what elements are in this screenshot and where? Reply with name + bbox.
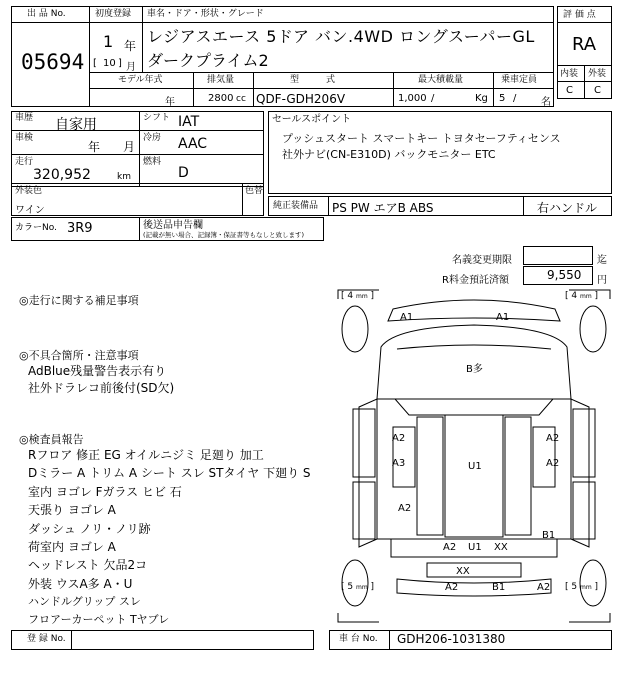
inspector-line: Dミラー A トリム A シート スレ STタイヤ 下廻り S [28, 466, 311, 480]
history-label: 車歴 [15, 113, 34, 123]
first-reg-year-unit: 年 [124, 39, 137, 53]
color-no-label: カラーNo. [15, 223, 57, 233]
inspection-label: 車検 [15, 133, 34, 143]
interior-label: 内装 [560, 69, 579, 79]
ext-color: ワイン [15, 205, 45, 216]
damage-mark: B1 [542, 530, 556, 541]
car-name-label: 車名・ドア・形状・グレード [147, 9, 264, 19]
equipment: PS PW エアB ABS [332, 201, 434, 215]
first-reg-month: 10 [103, 58, 116, 69]
driving-notes-label: ◎走行に関する補足事項 [19, 294, 139, 307]
damage-mark: A2 [445, 582, 459, 593]
chassis-label: 車 台 No. [339, 634, 378, 644]
displacement-label: 排気量 [207, 75, 235, 85]
inspection-month-unit: 月 [123, 140, 136, 154]
inspector-line: ハンドルグリップ スレ [28, 595, 141, 608]
displacement: 2800 [208, 93, 234, 104]
inspector-label: ◎検査員報告 [19, 433, 84, 446]
ac-label: 冷房 [143, 133, 162, 143]
defect-line: 社外ドラレコ前後付(SD欠) [28, 381, 175, 395]
capacity-slash: / [513, 93, 517, 104]
damage-mark: A2 [398, 503, 412, 514]
inspector-line: 天張り ヨゴレ A [28, 503, 116, 517]
mileage-unit: km [117, 172, 131, 182]
first-reg-label: 初度登録 [95, 9, 132, 19]
capacity-label: 乗車定員 [501, 75, 538, 85]
lot-no-label: 出 品 No. [27, 9, 66, 19]
damage-mark: A1 [496, 312, 510, 323]
equipment-label: 純正装備品 [273, 201, 319, 211]
ext-color-label: 外装色 [15, 186, 43, 196]
exterior-label: 外装 [588, 69, 607, 79]
tread-fl: [ 4 mm ] [341, 291, 375, 301]
inspector-line: 室内 ヨゴレ Fガラス ヒビ 石 [28, 485, 182, 499]
recycle-label: R料金預託済額 [442, 275, 509, 286]
exterior-grade: C [594, 85, 601, 96]
damage-mark: U1 [468, 542, 482, 553]
defects-label: ◎不具合箇所・注意事項 [19, 349, 139, 362]
sales-point-label: セールスポイント [272, 114, 352, 125]
shift-label: シフト [143, 113, 171, 123]
damage-mark: U1 [468, 461, 482, 472]
damage-mark: A2 [443, 542, 457, 553]
name-change-box [523, 246, 593, 265]
damage-mark: XX [456, 566, 470, 577]
sales-point-line1: プッシュスタート スマートキー トヨタセーフティセンス [282, 132, 561, 145]
name-change-unit: 迄 [597, 255, 607, 266]
damage-mark: A2 [537, 582, 551, 593]
inspector-line: フロアーカーペット Tヤブレ [28, 613, 170, 626]
model-year-unit: 年 [165, 97, 175, 108]
max-load-unit: Kg [475, 93, 488, 104]
damage-mark: A2 [392, 433, 406, 444]
tread-rl: [ 5 mm ] [341, 582, 375, 592]
first-reg-month-unit: 月 [126, 62, 136, 73]
defect-line: AdBlue残量警告表示有り [28, 364, 167, 378]
damage-mark: B多 [466, 364, 483, 375]
damage-mark: A3 [392, 458, 406, 469]
model-year-label: モデル年式 [118, 75, 163, 85]
history: 自家用 [55, 117, 97, 133]
color-no: 3R9 [67, 221, 93, 236]
bracket-close: ] [118, 58, 122, 69]
inspector-line: ダッシュ ノリ・ノリ跡 [28, 522, 151, 536]
max-load-slash: / [431, 93, 435, 104]
inspector-line: ヘッドレスト 欠品2コ [28, 558, 148, 572]
reg-no-label: 登 録 No. [27, 634, 66, 644]
mileage-label: 走行 [15, 157, 34, 167]
chassis-no: GDH206-1031380 [397, 632, 506, 646]
name-change-label: 名義変更期限 [452, 255, 512, 266]
damage-mark: A2 [546, 433, 560, 444]
max-load-label: 最大積載量 [418, 75, 464, 85]
lot-no: 05694 [21, 50, 85, 74]
steering: 右ハンドル [537, 201, 598, 215]
inspector-line: 荷室内 ヨゴレ A [28, 540, 116, 554]
warranty-note: (記載が無い場合、記録簿・保証書等もなしと致します) [143, 231, 305, 239]
score: RA [572, 34, 597, 55]
inspection-year-unit: 年 [88, 140, 101, 154]
max-load: 1,000 [398, 93, 427, 104]
fuel: D [178, 165, 189, 181]
damage-mark: A2 [546, 458, 560, 469]
interior-grade: C [566, 85, 573, 96]
capacity-unit: 名 [541, 97, 551, 108]
damage-mark: B1 [492, 582, 506, 593]
shift: IAT [178, 114, 200, 130]
mileage: 320,952 [33, 167, 91, 183]
car-name-line2: ダークプライム2 [147, 51, 269, 70]
car-name-line1: レジアスエース 5ドア バン.4WD ロングスーパーGL [147, 27, 535, 46]
model-label: 型 式 [290, 75, 336, 85]
tread-fr: [ 4 mm ] [565, 291, 599, 301]
recycle-amount: 9,550 [547, 268, 582, 282]
capacity: 5 [499, 93, 506, 104]
inspector-line: Rフロア 修正 EG オイルニジミ 足廻り 加工 [28, 448, 264, 462]
displacement-unit: cc [236, 94, 246, 104]
ac: AAC [178, 136, 208, 152]
ext-color-box [11, 183, 264, 216]
damage-mark: A1 [400, 312, 414, 323]
sales-point-line2: 社外ナビ(CN-E310D) バックモニター ETC [282, 148, 496, 161]
damage-mark: XX [494, 542, 508, 553]
warranty-label: 後送品申告欄 [143, 220, 203, 231]
model-code: QDF-GDH206V [256, 92, 346, 106]
inspector-line: 外装 ウスA多 A・U [28, 577, 133, 591]
color-label: 色替 [245, 186, 264, 196]
bracket-open: [ [93, 58, 97, 69]
fuel-label: 燃料 [143, 157, 162, 167]
recycle-unit: 円 [597, 275, 607, 286]
tread-rr: [ 5 mm ] [565, 582, 599, 592]
score-label: 評 価 点 [563, 10, 596, 20]
vehicle-diagram [335, 287, 613, 625]
first-reg-year: 1 [103, 32, 114, 51]
